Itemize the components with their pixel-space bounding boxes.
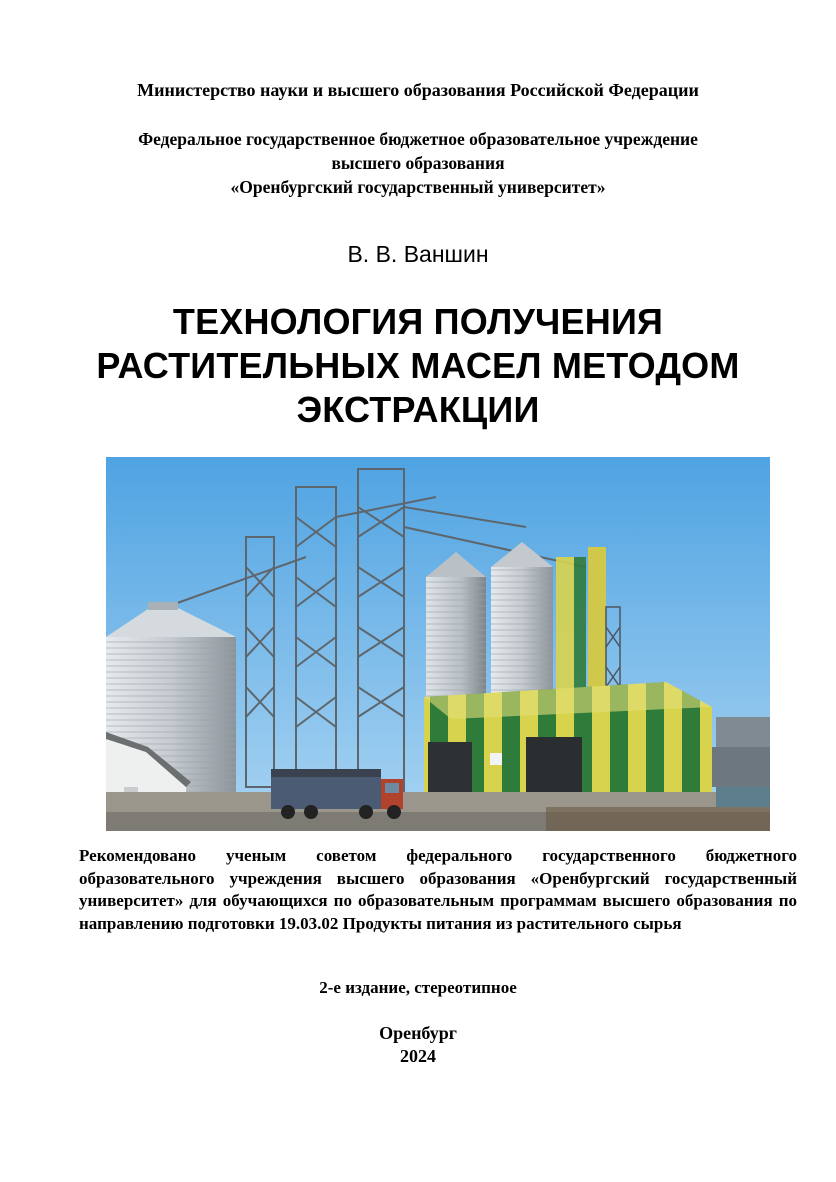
title-line: ЭКСТРАКЦИИ — [296, 389, 540, 430]
publication-city: Оренбург — [379, 1023, 457, 1043]
institution-block — [0, 127, 836, 199]
ministry-line: Министерство науки и высшего образования Российской Федерации — [137, 80, 699, 100]
title-line: ТЕХНОЛОГИЯ ПОЛУЧЕНИЯ — [172, 301, 664, 342]
edition-line: 2-е издание, стереотипное — [319, 978, 517, 997]
institution-line: высшего образования — [331, 153, 505, 173]
institution-line: «Оренбургский государственный университет» — [230, 177, 606, 197]
institution-line: Федеральное государственное бюджетное образовательное учреждение — [138, 129, 698, 149]
author-name: В. В. Ваншин — [347, 241, 489, 267]
cover-photo-grain-elevator — [106, 457, 770, 831]
hangar-building — [424, 682, 712, 802]
recommendation-text: Рекомендовано ученым советом федерального государственного бюджетного образовательного учреждения высшего образования «Оренбургский государственный университет» для обучающихся по образовательным программам высшего образования по направлению подготовки 19.03.02 Продукты питания из растительного сырья — [79, 846, 797, 933]
publication-year: 2024 — [400, 1046, 436, 1066]
title-line: РАСТИТЕЛЬНЫХ МАСЕЛ МЕТОДОМ — [96, 345, 740, 386]
book-title — [0, 300, 836, 432]
